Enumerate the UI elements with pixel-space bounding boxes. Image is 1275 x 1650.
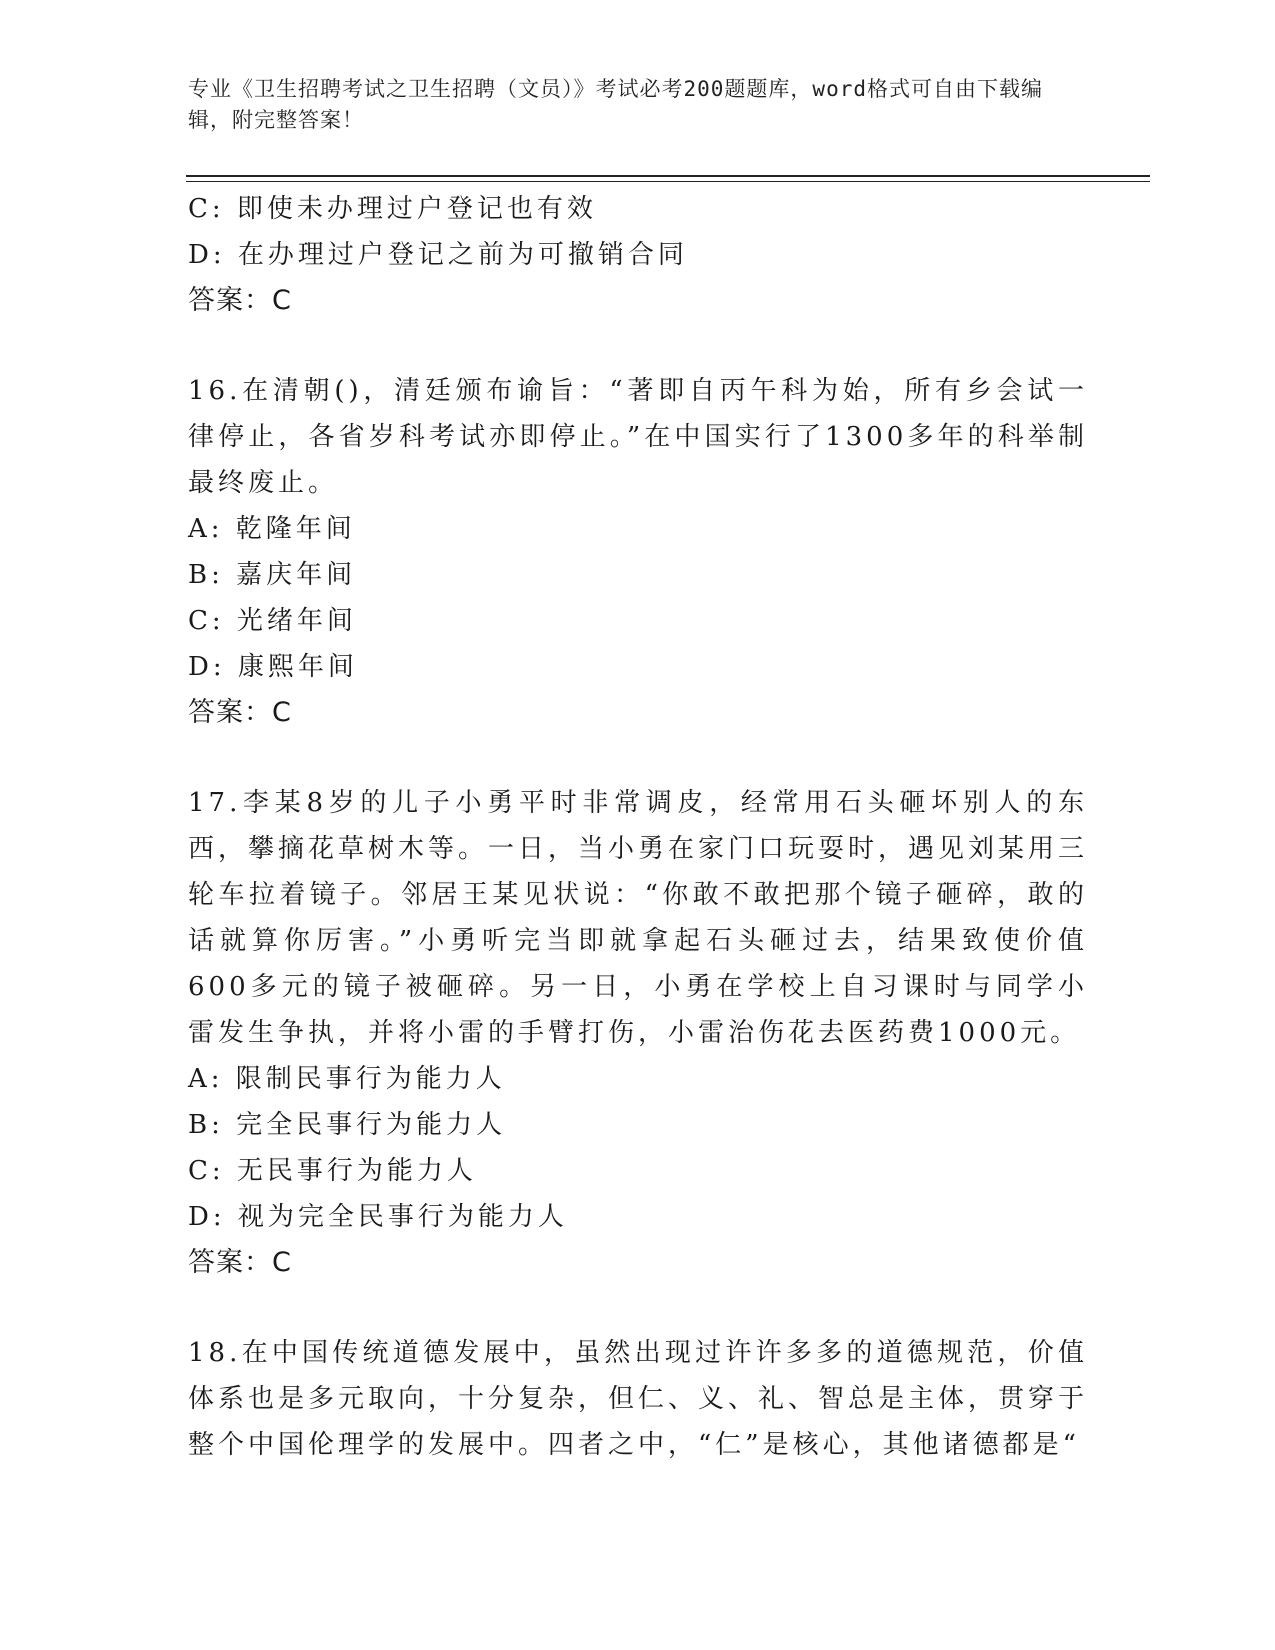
- question-stem: 17.李某8岁的儿子小勇平时非常调皮，经常用石头砸坏别人的东西，攀摘花草树木等。一日，当小勇在家门口玩耍时，遇见刘某用三轮车拉着镜子。邻居王某见状说：“你敢不敢把那个镜子砸碎，敢的话就算你厉害。”小勇听完当即就拿起石头砸过去，结果致使价值600多元的镜子被砸碎。另一日，小勇在学校上自习课时与同学小雷发生争执，并将小雷的手臂打伤，小雷治伤花去医药费1000元。: [188, 788, 1089, 1048]
- question-stem: 18.在中国传统道德发展中，虽然出现过许许多多的道德规范，价值体系也是多元取向，十分复杂，但仁、义、礼、智总是主体，贯穿于整个中国伦理学的发展中。四者之中，“仁”是核心，其他诸德都是“: [188, 1338, 1089, 1460]
- question-stem: 16.在清朝()，清廷颁布谕旨：“著即自丙午科为始，所有乡会试一律停止，各省岁科考试亦即停止。”在中国实行了1300多年的科举制最终废止。: [188, 376, 1088, 498]
- option-a: A: 限制民事行为能力人: [188, 1064, 506, 1094]
- option-b: B: 完全民事行为能力人: [188, 1110, 507, 1140]
- option-a: A: 乾隆年间: [188, 514, 356, 544]
- option-d: D: 视为完全民事行为能力人: [188, 1202, 568, 1232]
- option-d: D: 在办理过户登记之前为可撤销合同: [188, 240, 688, 270]
- page-header: 专业《卫生招聘考试之卫生招聘（文员）》考试必考200题题库，word格式可自由下载编辑，附完整答案！: [188, 77, 1043, 132]
- question-16: [188, 368, 1088, 736]
- option-d: D: 康熙年间: [188, 652, 358, 682]
- answer: 答案：C: [188, 285, 292, 316]
- option-c: C: 即使未办理过户登记也有效: [188, 194, 597, 224]
- option-b: B: 嘉庆年间: [188, 560, 357, 590]
- header-divider-thin: [186, 181, 1150, 182]
- question-17: [188, 780, 1088, 1286]
- document-body: [188, 186, 1088, 1468]
- answer: 答案：C: [188, 1247, 292, 1278]
- header-divider-thick: [186, 175, 1150, 177]
- answer: 答案：C: [188, 697, 292, 728]
- option-c: C: 无民事行为能力人: [188, 1156, 477, 1186]
- question-18: [188, 1330, 1088, 1468]
- option-c: C: 光绪年间: [188, 606, 357, 636]
